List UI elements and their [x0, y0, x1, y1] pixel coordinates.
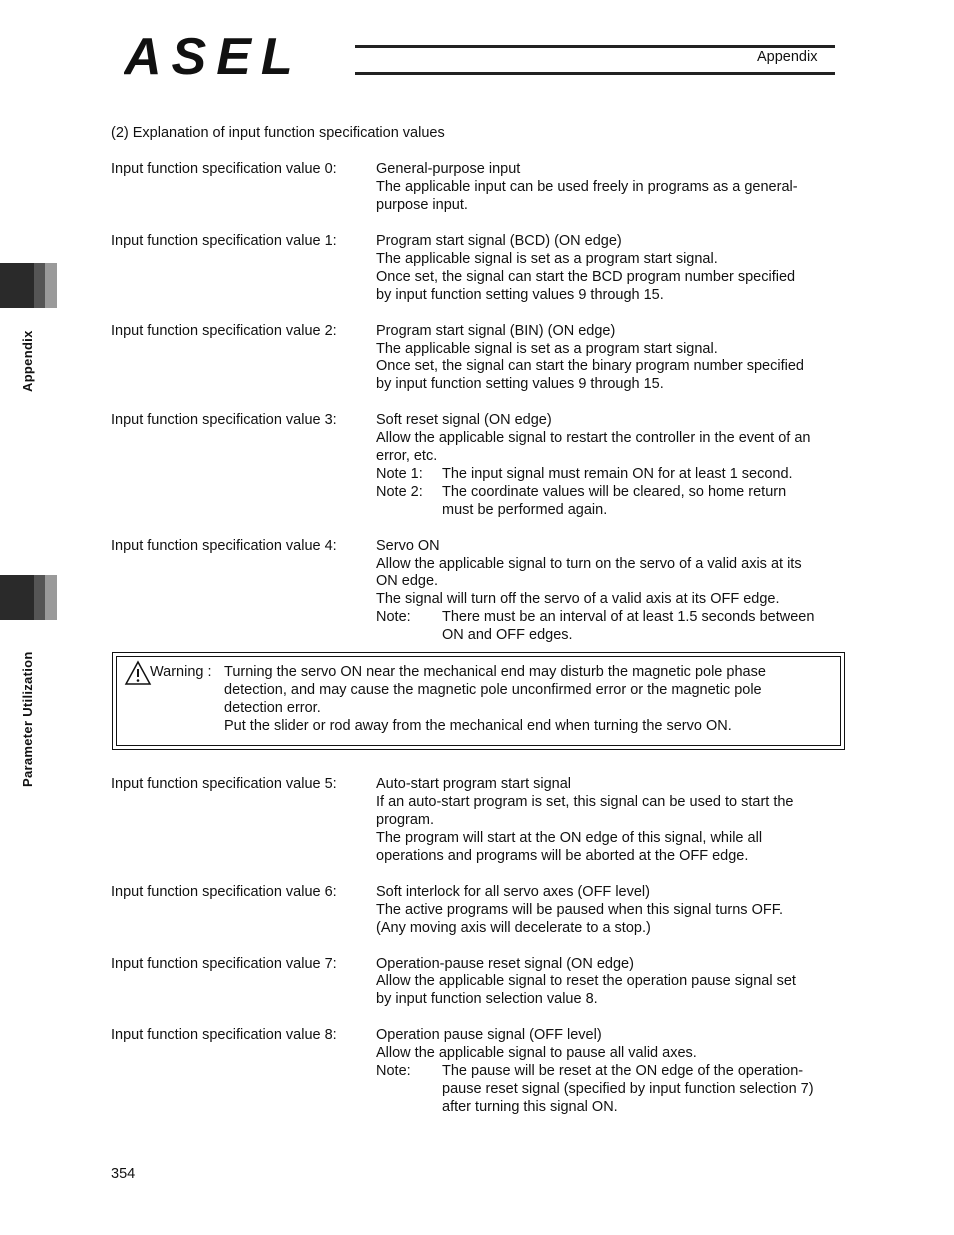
warning-text: Turning the servo ON near the mechanical end may disturb the magnetic pole phase [224, 664, 766, 680]
item-text: by input function selection value 8. [376, 991, 598, 1007]
item-text: The program will start at the ON edge of this signal, while all [376, 830, 763, 846]
side-tab-marker-1 [0, 263, 57, 308]
item-text: operations and programs will be aborted at the OFF edge. [376, 848, 749, 864]
note-label: Note 2: [376, 484, 423, 500]
note-label: Note: [376, 1063, 411, 1079]
note-label: Note 1: [376, 466, 423, 482]
header-rule-bottom [355, 72, 835, 75]
item-text: The active programs will be paused when this signal turns OFF. [376, 902, 783, 918]
item-heading: Program start signal (BIN) (ON edge) [376, 323, 616, 339]
item-label: Input function specification value 6: [111, 884, 337, 900]
item-text: ON edge. [376, 573, 439, 589]
item-text: Once set, the signal can start the binary program number specified [376, 358, 804, 374]
item-heading: Auto-start program start signal [376, 776, 572, 792]
page-number: 354 [111, 1166, 136, 1182]
item-text: Once set, the signal can start the BCD program number specified [376, 269, 796, 285]
item-heading: Servo ON [376, 538, 440, 554]
item-text: The applicable input can be used freely in programs as a general- [376, 179, 798, 195]
item-label: Input function specification value 1: [111, 233, 337, 249]
note-text: The pause will be reset at the ON edge of the operation- [442, 1063, 804, 1079]
item-text: (Any moving axis will decelerate to a stop.) [376, 920, 651, 936]
item-heading: Operation pause signal (OFF level) [376, 1027, 602, 1043]
note-label: Note: [376, 609, 411, 625]
item-text: The applicable signal is set as a program start signal. [376, 341, 718, 357]
item-text: If an auto-start program is set, this signal can be used to start the [376, 794, 794, 810]
warning-text: detection, and may cause the magnetic pole unconfirmed error or the magnetic pole [224, 682, 762, 698]
item-label: Input function specification value 3: [111, 412, 337, 428]
side-tab-label-parameter: Parameter Utilization [20, 651, 35, 787]
item-text: error, etc. [376, 448, 438, 464]
item-text: Allow the applicable signal to turn on the servo of a valid axis at its [376, 556, 802, 572]
note-text: must be performed again. [442, 502, 608, 518]
item-text: by input function setting values 9 through 15. [376, 376, 664, 392]
item-heading: Soft interlock for all servo axes (OFF level) [376, 884, 650, 900]
warning-text: detection error. [224, 700, 321, 716]
warning-text: Put the slider or rod away from the mechanical end when turning the servo ON. [224, 718, 732, 734]
item-text: by input function setting values 9 through 15. [376, 287, 664, 303]
side-tab-marker-2 [0, 575, 57, 620]
section-title: (2) Explanation of input function specification values [111, 125, 445, 141]
note-text: The coordinate values will be cleared, so home return [442, 484, 787, 500]
warning-triangle-icon [124, 660, 152, 686]
note-text: The input signal must remain ON for at least 1 second. [442, 466, 793, 482]
header-section-label: Appendix [757, 49, 818, 65]
warning-label: Warning : [150, 664, 212, 680]
item-label: Input function specification value 2: [111, 323, 337, 339]
item-heading: Program start signal (BCD) (ON edge) [376, 233, 622, 249]
item-heading: Operation-pause reset signal (ON edge) [376, 956, 634, 972]
asel-logo [124, 30, 354, 80]
note-text: pause reset signal (specified by input function selection 7) [442, 1081, 814, 1097]
item-heading: Soft reset signal (ON edge) [376, 412, 552, 428]
item-text: program. [376, 812, 435, 828]
item-text: The signal will turn off the servo of a valid axis at its OFF edge. [376, 591, 780, 607]
note-text: ON and OFF edges. [442, 627, 573, 643]
note-text: There must be an interval of at least 1.5 seconds between [442, 609, 815, 625]
item-label: Input function specification value 7: [111, 956, 337, 972]
note-text: after turning this signal ON. [442, 1099, 618, 1115]
svg-text:ASEL: ASEL [124, 30, 303, 80]
item-text: Allow the applicable signal to pause all valid axes. [376, 1045, 697, 1061]
item-label: Input function specification value 0: [111, 161, 337, 177]
item-heading: General-purpose input [376, 161, 521, 177]
header-rule-top [355, 45, 835, 48]
item-label: Input function specification value 4: [111, 538, 337, 554]
side-tab-label-appendix: Appendix [20, 330, 35, 392]
item-text: Allow the applicable signal to restart the controller in the event of an [376, 430, 811, 446]
item-text: purpose input. [376, 197, 468, 213]
item-text: Allow the applicable signal to reset the operation pause signal set [376, 973, 796, 989]
item-label: Input function specification value 5: [111, 776, 337, 792]
item-text: The applicable signal is set as a program start signal. [376, 251, 718, 267]
item-label: Input function specification value 8: [111, 1027, 337, 1043]
